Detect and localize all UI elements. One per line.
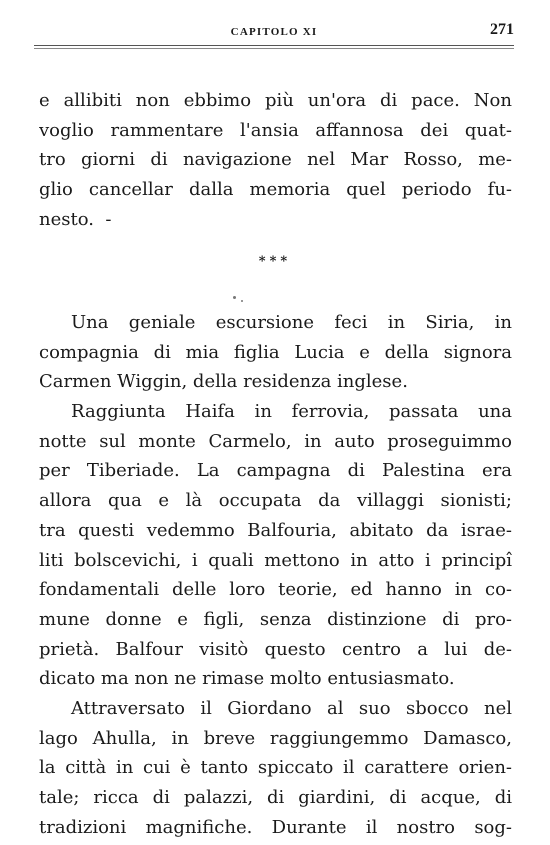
paragraph-4	[39, 694, 512, 843]
text-line: Una geniale escursione feci in Siria, in	[71, 312, 512, 333]
print-speck	[233, 296, 236, 299]
paragraph-2	[39, 308, 512, 397]
page-number: 271	[490, 21, 514, 38]
header-rule-secondary	[34, 48, 514, 49]
text-line: glio cancellar dalla memoria quel periodo fu-	[39, 179, 512, 201]
text-line: tradizioni magnifiche. Durante il nostro sog-	[39, 816, 512, 838]
text-line: tro giorni di navigazione nel Mar Rosso, me-	[39, 149, 512, 171]
text-line: Raggiunta Haifa in ferrovia, passata una	[71, 401, 512, 422]
paragraph-1	[39, 86, 512, 235]
text-line: compagnia di mia figlia Lucia e della signora	[39, 341, 512, 363]
chapter-title: CAPITOLO XI	[230, 26, 318, 38]
header-rule	[34, 45, 514, 46]
text-line: la città in cui è tanto spiccato il carattere orien-	[39, 757, 512, 779]
print-speck	[241, 300, 243, 302]
text-line: tale; ricca di palazzi, di giardini, di acque, di	[39, 787, 512, 809]
text-line: nesto. -	[39, 208, 112, 230]
text-line: prietà. Balfour visitò questo centro a lui de-	[39, 638, 512, 660]
paragraph-3	[39, 397, 512, 694]
text-line: e allibiti non ebbimo più un'ora di pace. Non	[39, 90, 512, 111]
text-line: mune donne e figli, senza distinzione di pro-	[39, 608, 512, 630]
text-line: voglio rammentare l'ansia affannosa dei quat-	[39, 119, 512, 141]
running-header	[34, 18, 514, 44]
text-line: fondamentali delle loro teorie, ed hanno in co-	[39, 579, 512, 601]
text-line: notte sul monte Carmelo, in auto proseguimmo	[39, 430, 512, 452]
text-line: lago Ahulla, in breve raggiungemmo Damasco,	[39, 727, 512, 749]
text-line: per Tiberiade. La campagna di Palestina era	[39, 460, 512, 482]
text-line: liti bolscevichi, i quali mettono in atto i principî	[39, 549, 512, 571]
text-line: dicato ma non ne rimase molto entusiasmato.	[39, 668, 455, 690]
text-line: tra questi vedemmo Balfouria, abitato da israe-	[39, 519, 512, 541]
text-line: allora qua e là occupata da villaggi sionisti;	[39, 490, 512, 512]
text-line: Carmen Wiggin, della residenza inglese.	[39, 371, 408, 393]
text-line: Attraversato il Giordano al suo sbocco nel	[71, 698, 512, 719]
section-separator: ***	[258, 254, 292, 269]
